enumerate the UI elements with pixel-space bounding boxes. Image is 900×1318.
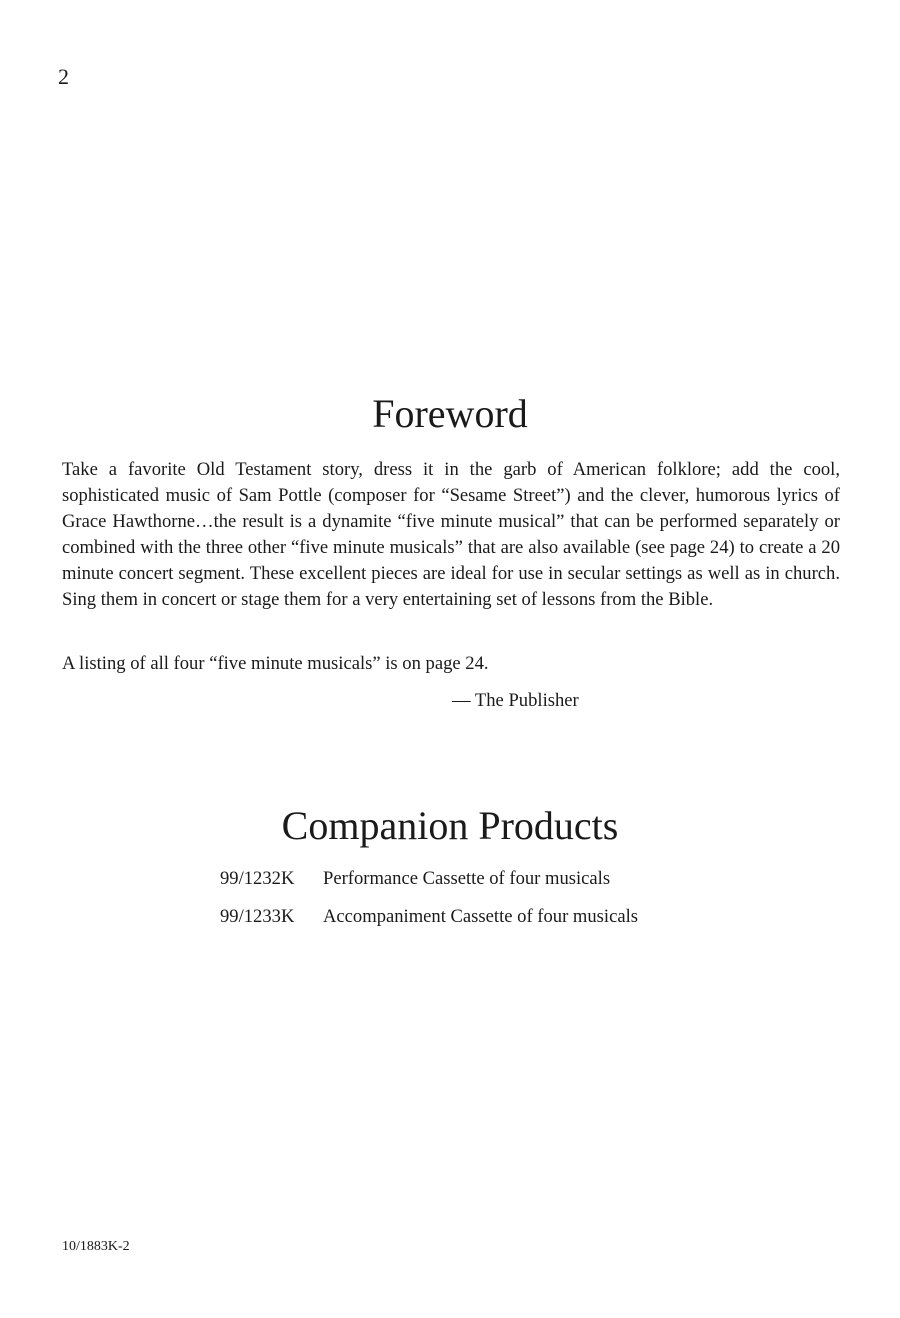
foreword-listing-note: A listing of all four “five minute musicals” is on page 24. — [62, 653, 489, 674]
product-code: 99/1232K — [220, 868, 295, 889]
product-description: Accompaniment Cassette of four musicals — [323, 906, 638, 927]
product-code: 99/1233K — [220, 906, 295, 927]
companion-products-heading: Companion Products — [281, 803, 619, 848]
product-description: Performance Cassette of four musicals — [323, 868, 611, 889]
publisher-signature: — The Publisher — [452, 690, 579, 711]
page-number: 2 — [58, 64, 69, 89]
companion-products-list — [220, 866, 638, 942]
list-item — [220, 904, 638, 930]
footer-catalog-code: 10/1883K-2 — [62, 1239, 130, 1254]
foreword-paragraph: Take a favorite Old Testament story, dress it in the garb of American folklore; add the cool, sophisticated music of Sam Pottle (composer for “Sesame Street”) and the clever, humorous lyrics of Grace Hawthorne…the result is a dynamite “five minute musical” that can be performed separately or combined with the three other “five minute musicals” that are also available (see page 24) to create a 20 minute concert segment. These excellent pieces are ideal for use in secular settings as well as in church. Sing them in concert or stage them for a very entertaining set of lessons from the Bible. — [62, 459, 840, 610]
foreword-heading: Foreword — [372, 391, 528, 436]
list-item — [220, 866, 638, 892]
